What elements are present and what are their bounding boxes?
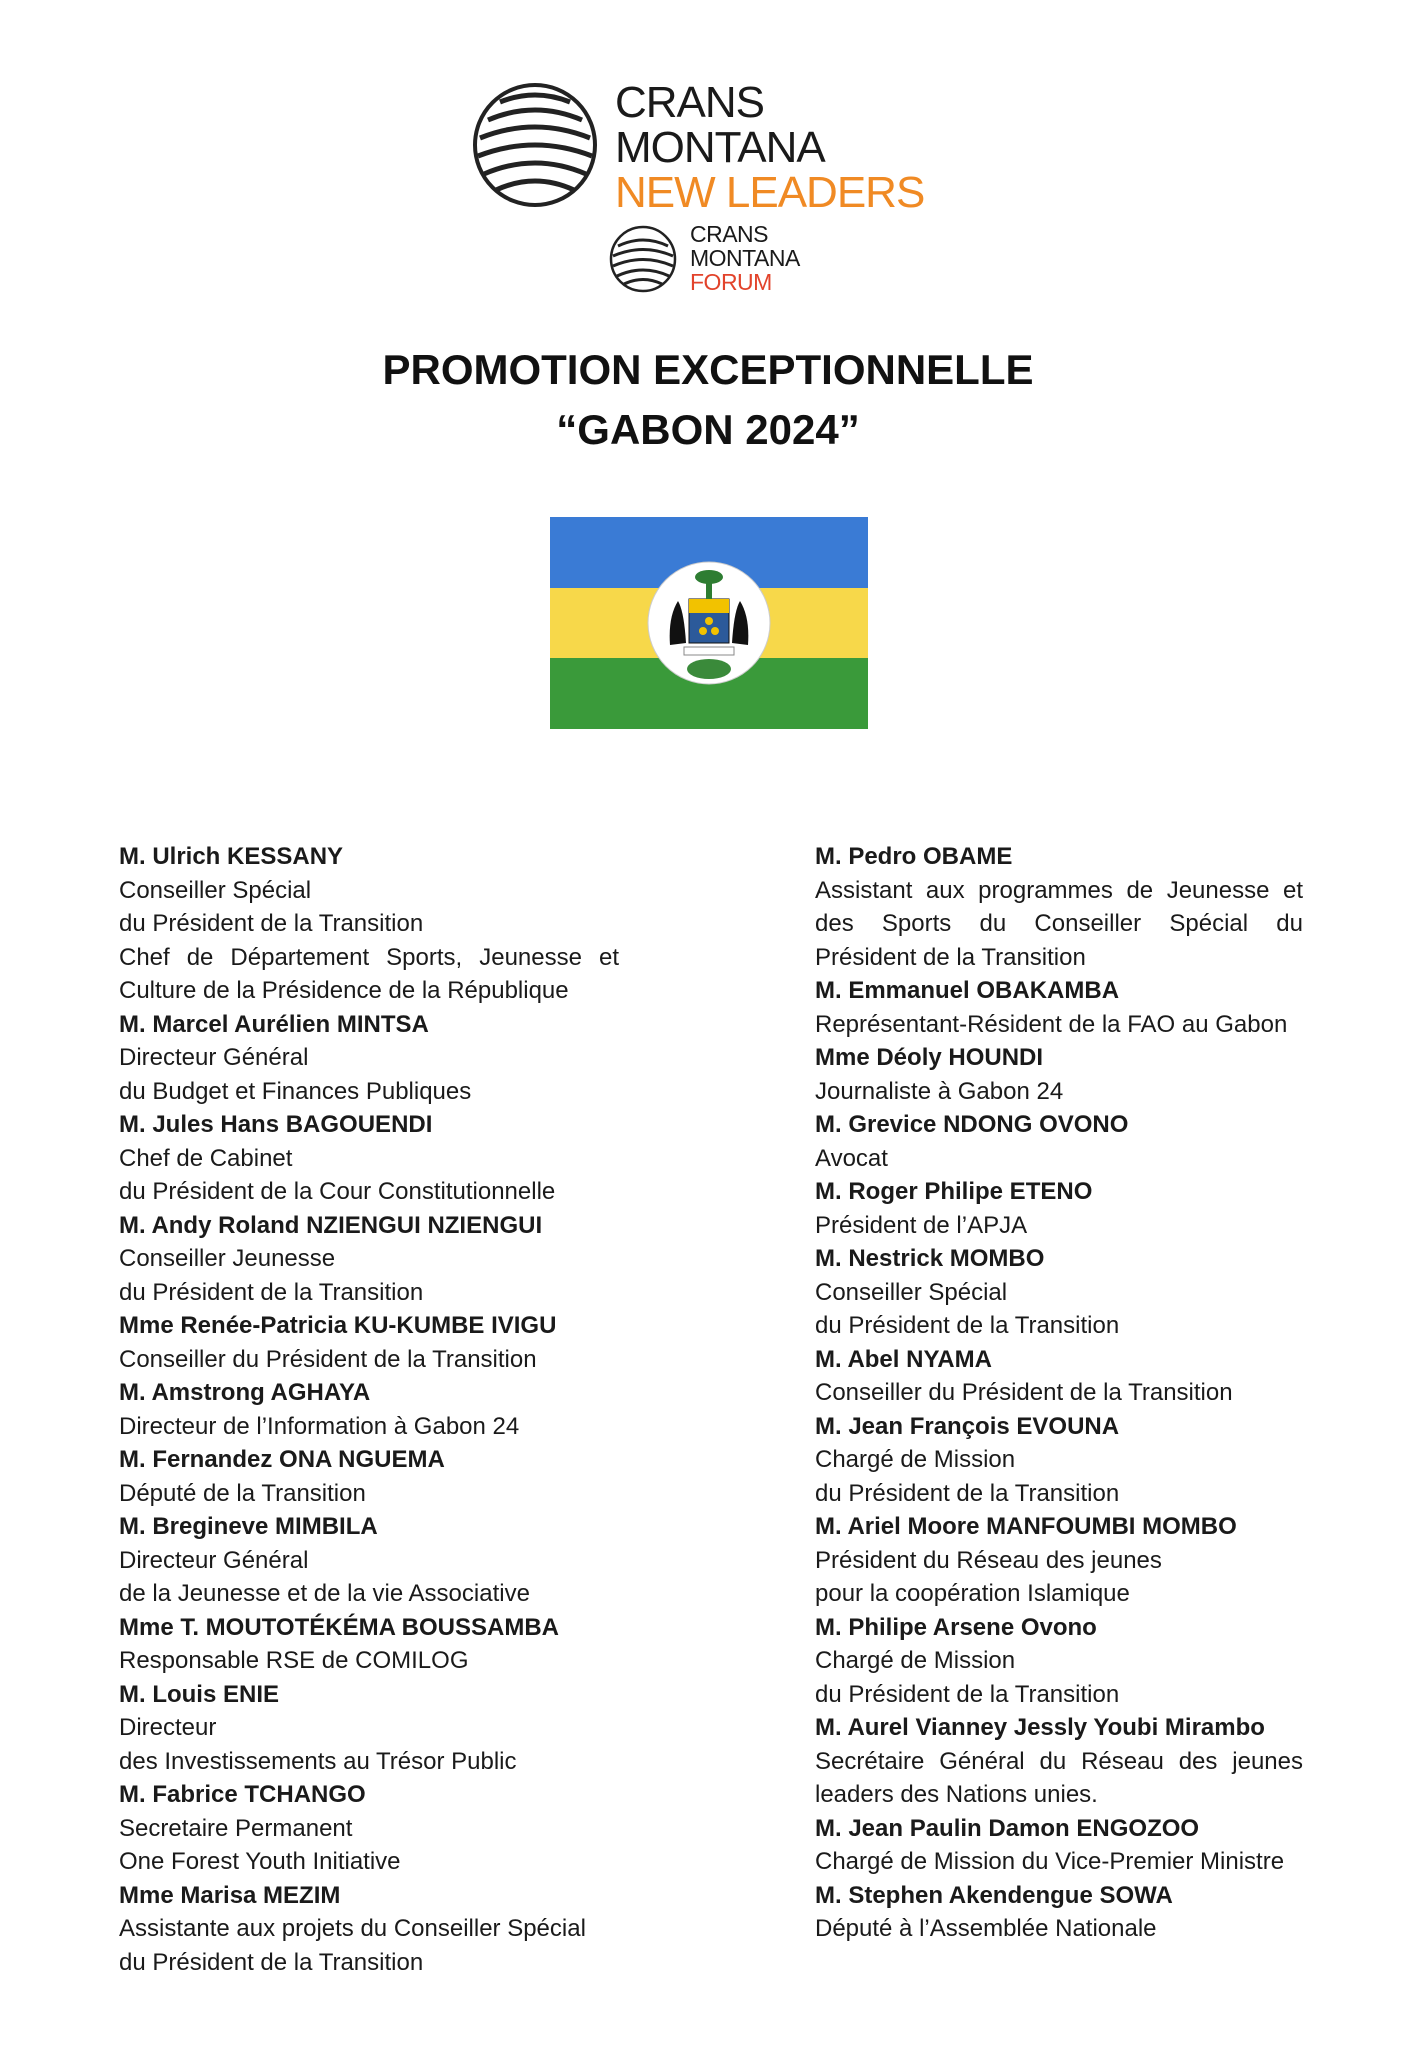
list-item: [815, 1410, 1303, 1511]
person-role: Directeur: [119, 1714, 217, 1741]
person-role: Assistante aux projets du Conseiller Spécial: [119, 1915, 586, 1942]
person-role: Conseiller Jeunesse: [119, 1245, 336, 1272]
person-role: Représentant-Résident de la FAO au Gabon: [815, 1010, 1288, 1038]
person-name: M. Ulrich KESSANY: [119, 843, 344, 870]
list-item: [815, 840, 1303, 974]
person-role: Chargé de Mission du Vice-Premier Ministre: [815, 1848, 1285, 1875]
person-name: M. Aurel Vianney Jessly Youbi Mirambo: [815, 1714, 1265, 1741]
person-name: M. Fabrice TCHANGO: [119, 1781, 366, 1808]
person-role: Président du Réseau des jeunes: [815, 1546, 1162, 1574]
person-role: Président de l’APJA: [815, 1211, 1028, 1239]
logo-line-crans: CRANS: [615, 78, 765, 127]
person-role: Assistant aux programmes de Jeunesse et des Sports du Conseiller Spécial du Président de la Transition: [815, 876, 1303, 971]
person-role: du Président de la Transition: [815, 1312, 1120, 1339]
person-role: du Budget et Finances Publiques: [119, 1077, 472, 1105]
list-item: [119, 1209, 619, 1310]
person-role: de la Jeunesse et de la vie Associative: [119, 1580, 530, 1607]
person-name: M. Bregineve MIMBILA: [119, 1513, 378, 1540]
person-name: M. Andy Roland NZIENGUI NZIENGUI: [119, 1211, 543, 1239]
person-role: du Président de la Transition: [815, 1479, 1120, 1507]
person-role: du Président de la Cour Constitutionnelle: [119, 1178, 556, 1205]
person-role: Conseiller du Président de la Transition: [815, 1379, 1233, 1406]
person-role: Culture de la Présidence de la République: [119, 977, 569, 1004]
person-name: Mme T. MOUTOTÉKÉMA BOUSSAMBA: [119, 1613, 560, 1641]
gabon-flag: [550, 517, 868, 729]
person-role: Conseiller Spécial: [119, 876, 312, 904]
list-item: [815, 1812, 1303, 1879]
person-name: M. Jean François EVOUNA: [815, 1412, 1120, 1440]
list-item: [815, 1711, 1303, 1812]
person-role: Chef de Cabinet: [119, 1144, 293, 1172]
list-item: [815, 1108, 1303, 1175]
person-role: du Président de la Transition: [119, 1278, 424, 1306]
person-name: M. Emmanuel OBAKAMBA: [815, 977, 1120, 1004]
person-name: M. Philipe Arsene Ovono: [815, 1613, 1097, 1641]
list-item: [119, 840, 619, 1008]
person-role: Député à l’Assemblée Nationale: [815, 1915, 1157, 1942]
person-name: M. Jean Paulin Damon ENGOZOO: [815, 1814, 1200, 1842]
person-name: M. Ariel Moore MANFOUMBI MOMBO: [815, 1513, 1237, 1540]
person-role: Conseiller du Président de la Transition: [119, 1345, 537, 1373]
person-name: M. Fernandez ONA NGUEMA: [119, 1446, 445, 1473]
person-name: M. Jules Hans BAGOUENDI: [119, 1111, 433, 1138]
person-name: Mme Renée-Patricia KU-KUMBE IVIGU: [119, 1312, 557, 1339]
person-role: pour la coopération Islamique: [815, 1580, 1130, 1607]
person-role: Député de la Transition: [119, 1479, 366, 1507]
list-item: [119, 1309, 619, 1376]
list-item: [815, 1510, 1303, 1611]
list-item: [119, 1879, 619, 1980]
page-title: [0, 340, 1416, 460]
globe-logo-small-icon: [608, 224, 678, 294]
list-item: [119, 1611, 619, 1678]
list-item: [119, 1008, 619, 1109]
person-name: Mme Marisa MEZIM: [119, 1881, 341, 1909]
person-role: Conseiller Spécial: [815, 1278, 1008, 1306]
person-role: Avocat: [815, 1144, 888, 1172]
person-role: du Président de la Transition: [119, 1948, 424, 1976]
list-item: [815, 974, 1303, 1041]
person-name: M. Nestrick MOMBO: [815, 1245, 1045, 1272]
list-item: [815, 1611, 1303, 1712]
person-role: Secrétaire Général du Réseau des jeunes leaders des Nations unies.: [815, 1747, 1303, 1808]
list-item: [815, 1242, 1303, 1343]
crans-montana-forum-logo: [608, 222, 828, 297]
gabon-coat-of-arms-icon: [648, 562, 770, 684]
person-role: One Forest Youth Initiative: [119, 1848, 401, 1875]
list-item: [119, 1376, 619, 1443]
person-role: du Président de la Transition: [119, 910, 424, 937]
list-item: [815, 1879, 1303, 1946]
person-role: Responsable RSE de COMILOG: [119, 1647, 469, 1674]
person-role: Chef de Département Sports, Jeunesse et: [119, 943, 619, 971]
person-name: M. Grevice NDONG OVONO: [815, 1111, 1129, 1138]
person-role: du Président de la Transition: [815, 1680, 1120, 1708]
person-name: M. Amstrong AGHAYA: [119, 1379, 371, 1406]
person-role: Directeur Général: [119, 1044, 309, 1071]
person-name: M. Abel NYAMA: [815, 1345, 992, 1373]
list-item: [815, 1343, 1303, 1410]
person-role: Journaliste à Gabon 24: [815, 1077, 1064, 1105]
list-item: [815, 1041, 1303, 1108]
sublogo-line-crans: CRANS: [690, 221, 769, 247]
sublogo-line-forum: FORUM: [690, 269, 772, 295]
logo-line-montana: MONTANA: [615, 123, 825, 172]
logo-line-new-leaders: NEW LEADERS: [615, 168, 925, 217]
title-line-2: “GABON 2024”: [556, 406, 860, 453]
person-name: M. Pedro OBAME: [815, 843, 1013, 870]
person-role: Chargé de Mission: [815, 1647, 1016, 1674]
list-item: [119, 1443, 619, 1510]
person-name: M. Roger Philipe ETENO: [815, 1178, 1093, 1205]
person-name: M. Marcel Aurélien MINTSA: [119, 1010, 429, 1038]
person-name: Mme Déoly HOUNDI: [815, 1044, 1044, 1071]
sublogo-line-montana: MONTANA: [690, 245, 800, 271]
globe-logo-icon: [470, 80, 600, 210]
person-name: M. Louis ENIE: [119, 1680, 280, 1708]
person-role: Directeur de l’Information à Gabon 24: [119, 1412, 520, 1440]
title-line-1: PROMOTION EXCEPTIONNELLE: [382, 346, 1034, 393]
person-role: Directeur Général: [119, 1546, 309, 1574]
person-role: des Investissements au Trésor Public: [119, 1747, 517, 1775]
list-item: [119, 1108, 619, 1209]
right-column: [815, 840, 1303, 1946]
person-role: Secretaire Permanent: [119, 1814, 353, 1842]
left-column: [119, 840, 619, 1979]
person-name: M. Stephen Akendengue SOWA: [815, 1881, 1173, 1909]
list-item: [119, 1778, 619, 1879]
person-role: Chargé de Mission: [815, 1446, 1016, 1473]
list-item: [119, 1510, 619, 1611]
crans-montana-new-leaders-logo: [470, 80, 940, 215]
list-item: [119, 1678, 619, 1779]
list-item: [815, 1175, 1303, 1242]
